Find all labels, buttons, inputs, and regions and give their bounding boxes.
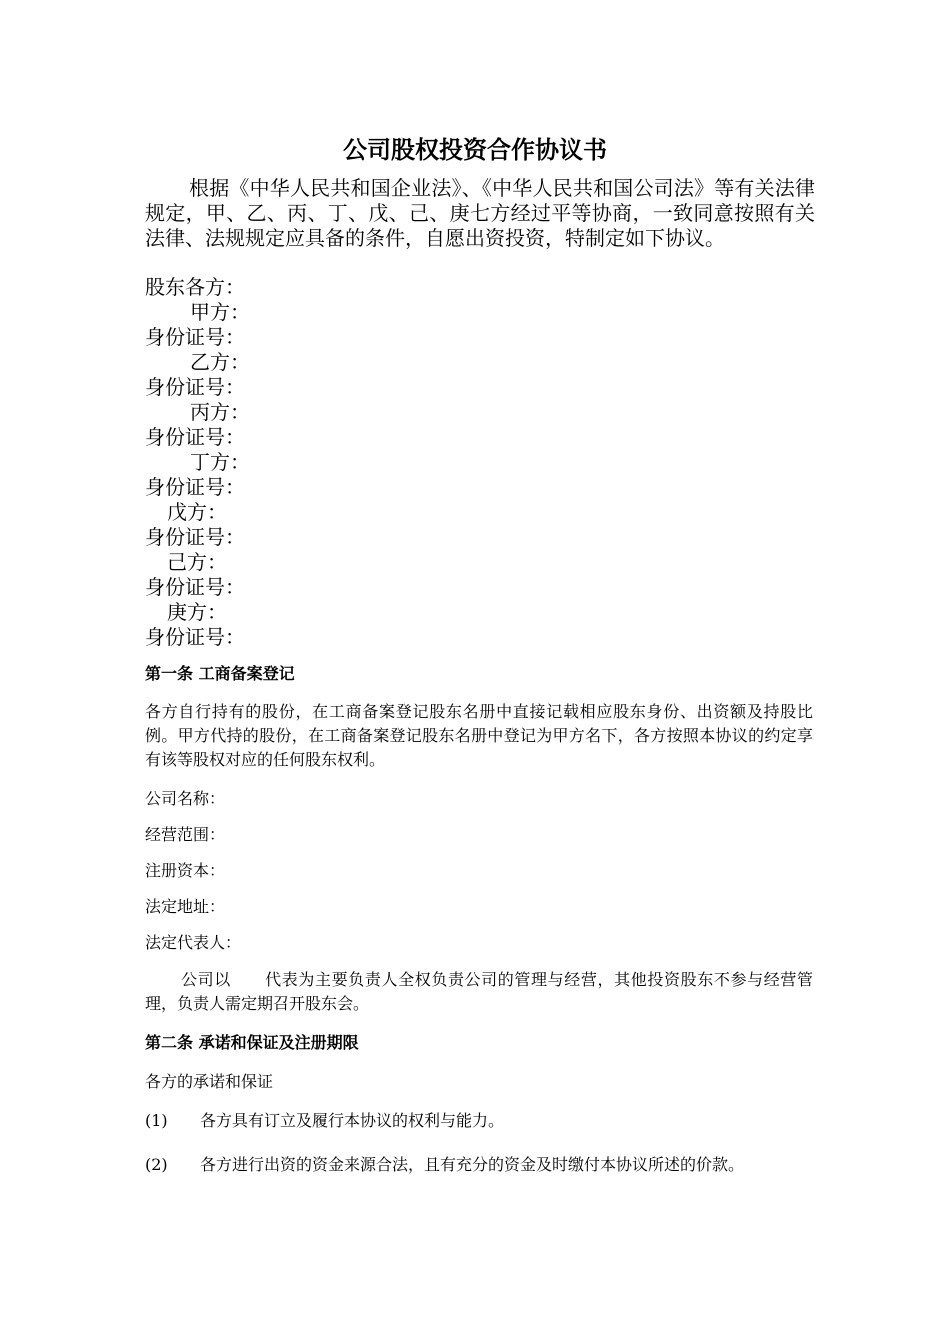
- list-item-number: (2): [145, 1155, 168, 1174]
- id-number-label: 身份证号：: [145, 475, 245, 499]
- article-1-body: 各方自行持有的股份，在工商备案登记股东名册中直接记载相应股东身份、出资额及持股比例。甲方代持的股份，在工商备案登记股东名册中登记为甲方名下，各方按照本协议的约定享有该等股权对应的任何股东权利。: [145, 702, 813, 769]
- legal-address-label: 法定地址：: [145, 897, 226, 916]
- article-1-heading: 第一条 工商备案登记: [145, 664, 295, 683]
- management-paragraph: 公司以 代表为主要负责人全权负责公司的管理与经营，其他投资股东不参与经营管理，负责人需定期召开股东会。: [145, 970, 813, 1013]
- party-label: 丁方：: [190, 450, 250, 474]
- legal-representative-label: 法定代表人：: [145, 933, 242, 952]
- article-2-heading: 第二条 承诺和保证及注册期限: [145, 1033, 359, 1052]
- company-name-label: 公司名称：: [145, 789, 226, 808]
- id-number-label: 身份证号：: [145, 625, 245, 649]
- business-scope-label: 经营范围：: [145, 825, 226, 844]
- article-2-subheading: 各方的承诺和保证: [145, 1072, 274, 1091]
- id-number-label: 身份证号：: [145, 425, 245, 449]
- list-item: [145, 1150, 813, 1180]
- party-label: 甲方：: [190, 300, 250, 324]
- party-label: 戊方：: [167, 500, 227, 524]
- list-item: [145, 1106, 813, 1136]
- intro-paragraph: 根据《中华人民共和国企业法》、《中华人民共和国公司法》等有关法律规定，甲、乙、丙、丁、戊、己、庚七方经过平等协商，一致同意按照有关法律、法规规定应具备的条件，自愿出资投资，特制定如下协议。: [145, 176, 815, 250]
- party-label: 丙方：: [190, 400, 250, 424]
- party-label: 乙方：: [190, 350, 250, 374]
- list-item-text: 各方进行出资的资金来源合法，且有充分的资金及时缴付本协议所述的价款。: [200, 1155, 745, 1174]
- id-number-label: 身份证号：: [145, 525, 245, 549]
- shareholders-heading: 股东各方：: [145, 275, 245, 299]
- list-item-text: 各方具有订立及履行本协议的权利与能力。: [200, 1111, 505, 1130]
- list-item-number: (1): [145, 1111, 168, 1130]
- id-number-label: 身份证号：: [145, 375, 245, 399]
- document-title: 公司股权投资合作协议书: [343, 135, 607, 164]
- party-label: 己方：: [167, 550, 227, 574]
- id-number-label: 身份证号：: [145, 325, 245, 349]
- registered-capital-label: 注册资本：: [145, 861, 226, 880]
- id-number-label: 身份证号：: [145, 575, 245, 599]
- party-label: 庚方：: [167, 600, 227, 624]
